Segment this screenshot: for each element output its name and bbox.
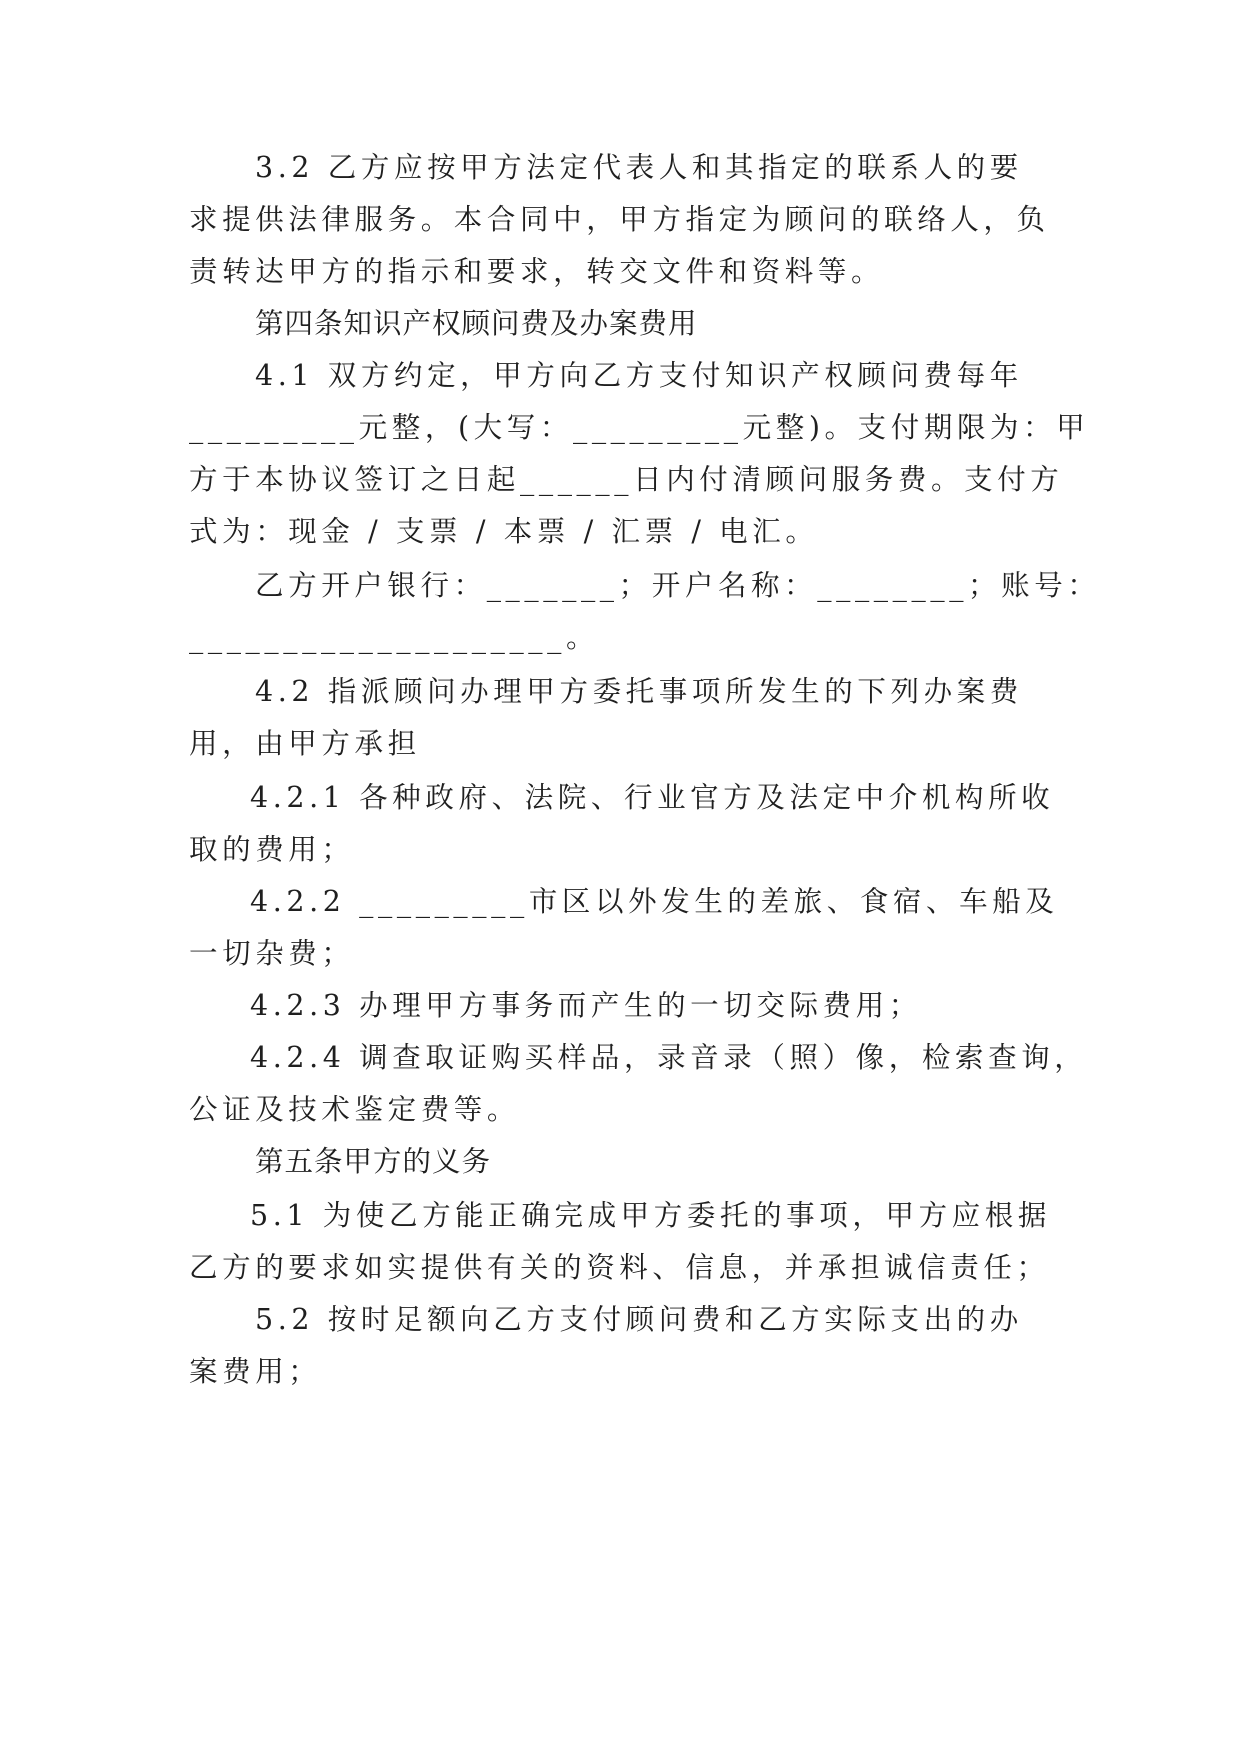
clause-5-1-line-1: 5.1 为使乙方能正确完成甲方委托的事项，甲方应根据 (250, 1199, 1051, 1232)
bank-info-line-1: 乙方开户银行：_______；开户名称：________；账号： (255, 569, 1101, 602)
clause-5-2-line-2: 案费用； (189, 1355, 322, 1388)
clause-4-1-line-3: 方于本协议签订之日起______日内付清顾问服务费。支付方 (189, 463, 1064, 496)
clause-3-2-line-3: 责转达甲方的指示和要求，转交文件和资料等。 (189, 255, 885, 288)
clause-4-1-line-2: _________元整，(大写：_________元整)。支付期限为：甲 (189, 411, 1090, 444)
clause-5-1-line-2: 乙方的要求如实提供有关的资料、信息，并承担诚信责任； (189, 1251, 1050, 1284)
clause-4-1-line-1: 4.1 双方约定，甲方向乙方支付知识产权顾问费每年 (255, 359, 1023, 392)
article-5-heading: 第五条甲方的义务 (255, 1145, 492, 1178)
clause-4-2-line-1: 4.2 指派顾问办理甲方委托事项所发生的下列办案费 (255, 675, 1023, 708)
clause-4-2-1-line-1: 4.2.1 各种政府、法院、行业官方及法定中介机构所收 (250, 781, 1055, 814)
clause-4-2-line-2: 用，由甲方承担 (189, 727, 421, 760)
clause-4-2-4-line-2: 公证及技术鉴定费等。 (189, 1093, 521, 1126)
clause-4-2-4-line-1: 4.2.4 调查取证购买样品，录音录（照）像，检索查询， (250, 1041, 1088, 1074)
clause-4-1-line-4: 式为：现金 / 支票 / 本票 / 汇票 / 电汇。 (189, 515, 819, 548)
clause-3-2-line-1: 3.2 乙方应按甲方法定代表人和其指定的联系人的要 (255, 151, 1023, 184)
clause-4-2-2-line-2: 一切杂费； (189, 937, 355, 970)
bank-info-line-2: ____________________。 (189, 621, 600, 654)
clause-5-2-line-1: 5.2 按时足额向乙方支付顾问费和乙方实际支出的办 (255, 1303, 1023, 1336)
clause-4-2-1-line-2: 取的费用； (189, 833, 355, 866)
clause-3-2-line-2: 求提供法律服务。本合同中，甲方指定为顾问的联络人，负 (189, 203, 1050, 236)
clause-4-2-2-line-1: 4.2.2 _________市区以外发生的差旅、食宿、车船及 (250, 885, 1059, 918)
article-4-heading: 第四条知识产权顾问费及办案费用 (255, 307, 698, 340)
clause-4-2-3: 4.2.3 办理甲方事务而产生的一切交际费用； (250, 989, 922, 1022)
